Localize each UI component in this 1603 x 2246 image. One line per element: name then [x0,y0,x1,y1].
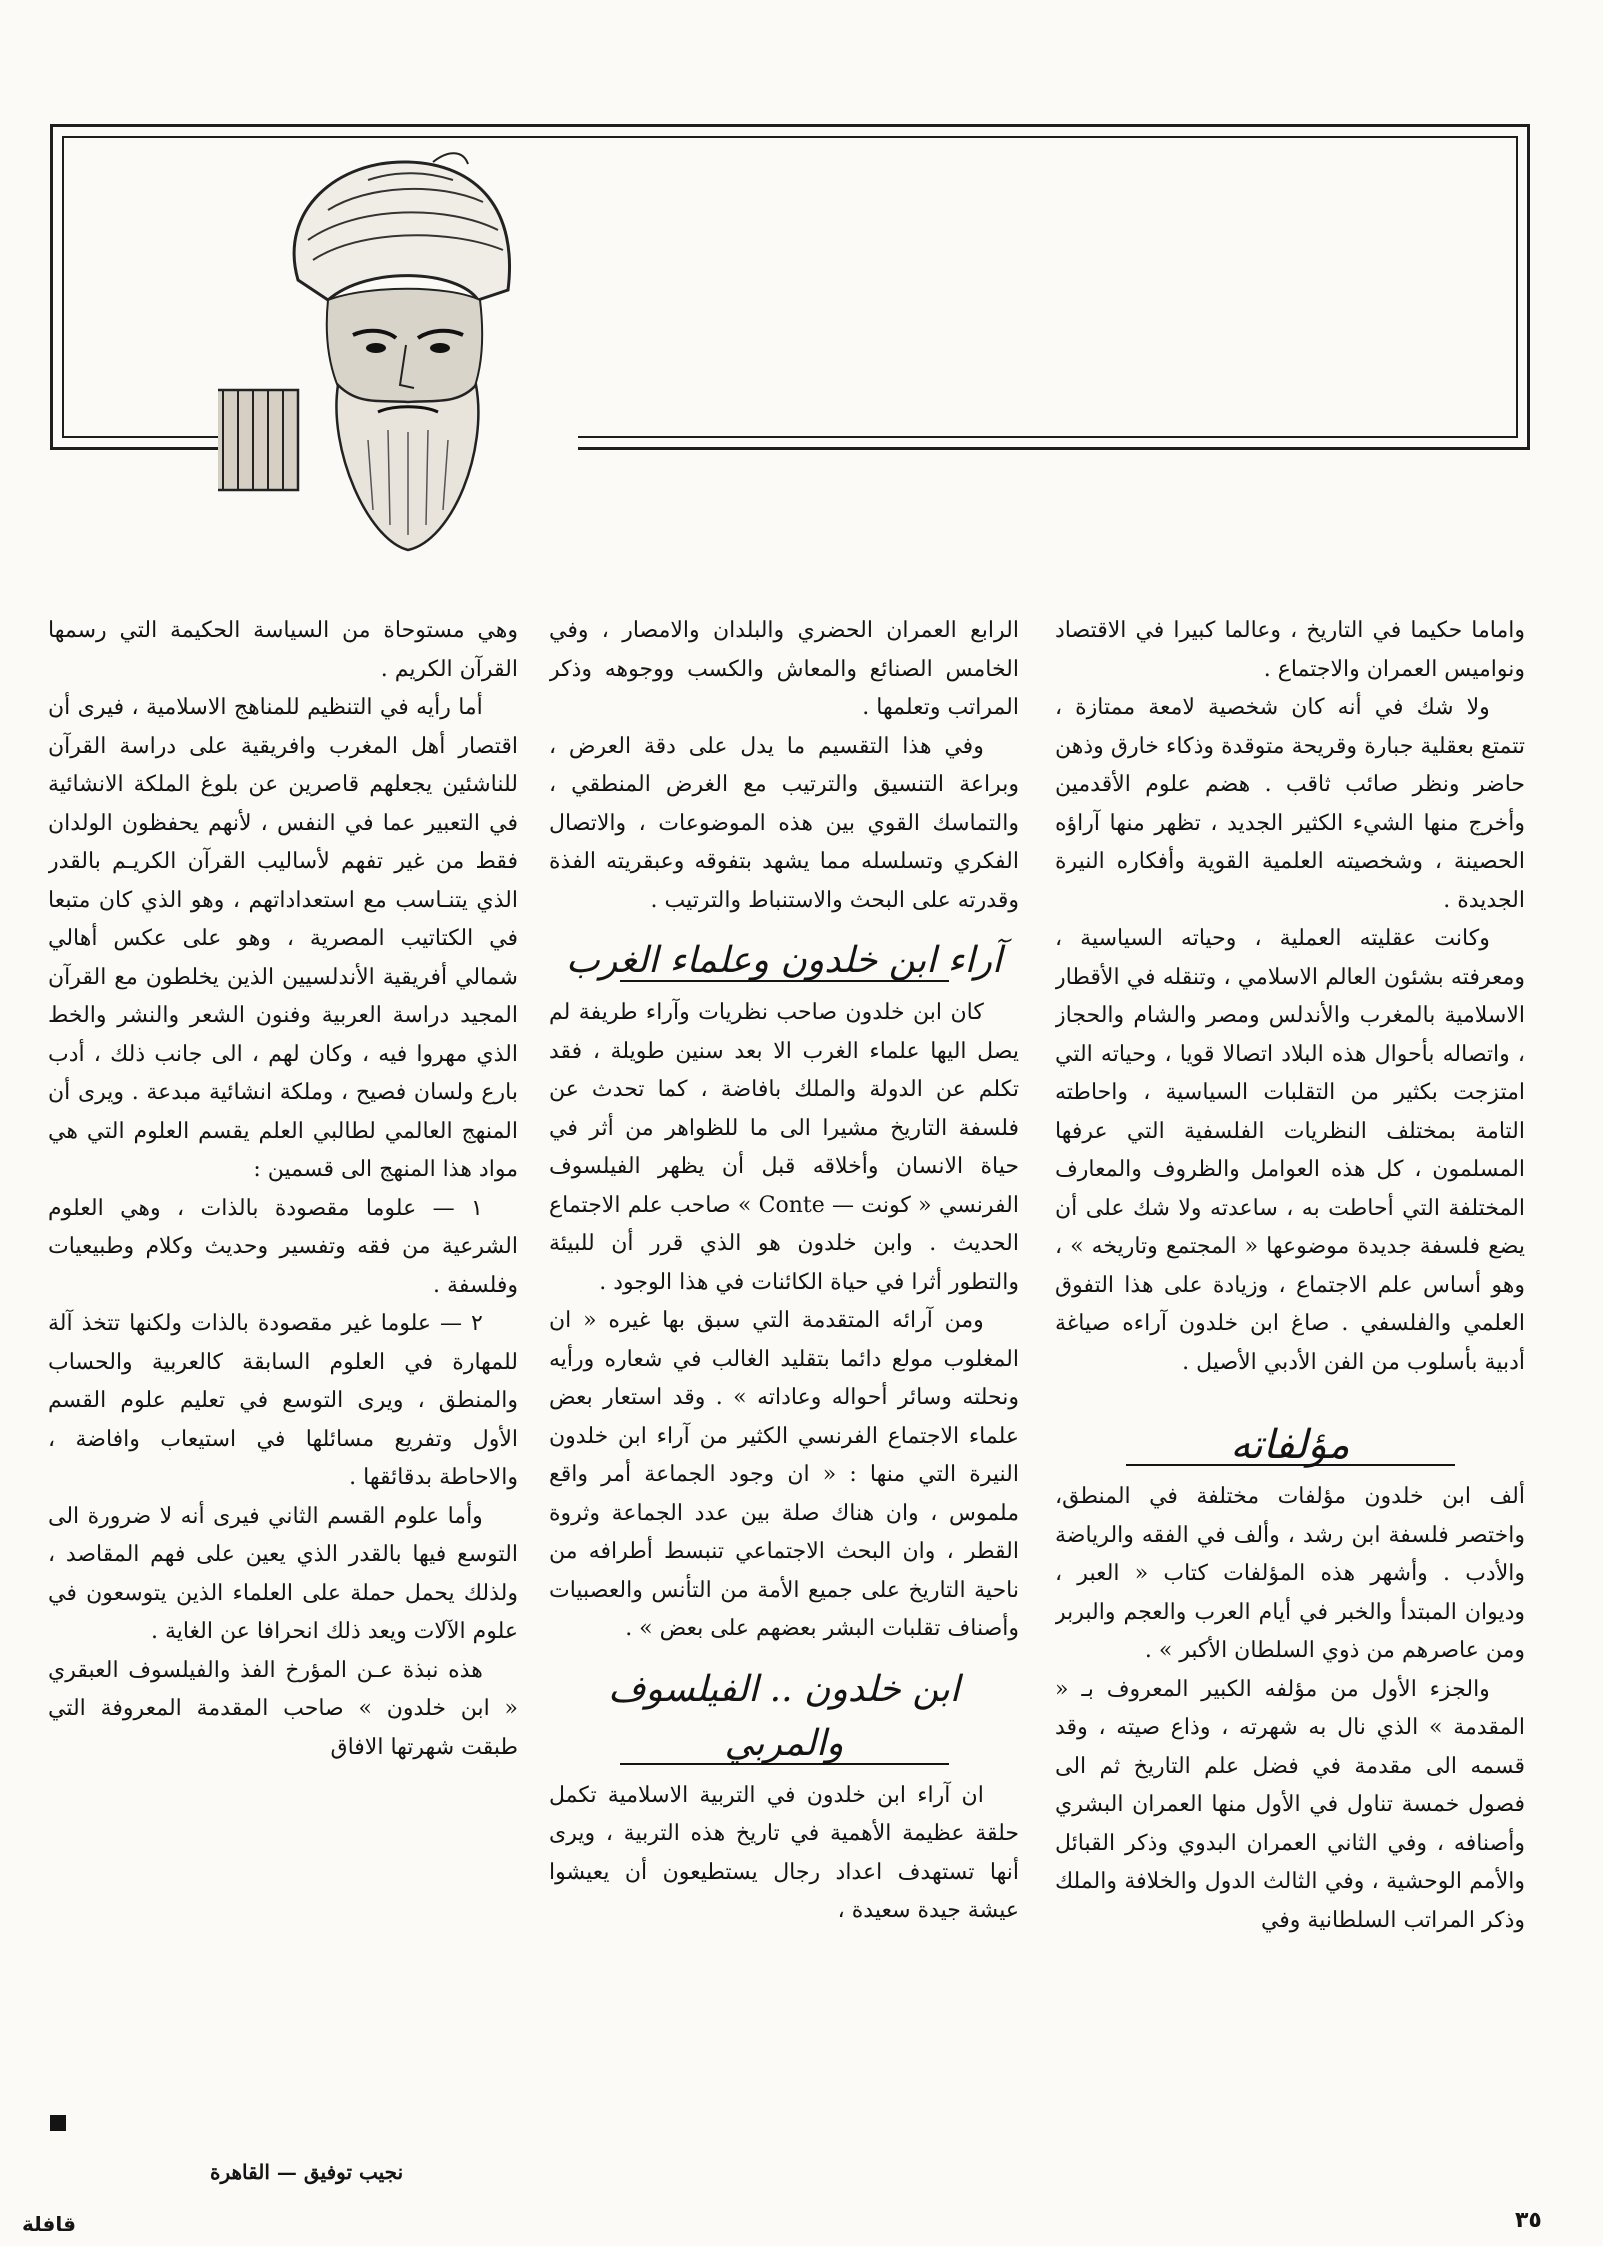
paragraph: واماما حكيما في التاريخ ، وعالما كبيرا في الاقتصاد ونواميس العمران والاجتماع . [1055,618,1525,682]
paragraph: ومن آرائه المتقدمة التي سبق بها غيره « ان المغلوب مولع دائما بتقليد الغالب في شعاره ورأيه ونحلته وسائر أحواله وعاداته » . وقد استعار بعض علماء الاجتماع الفرنسي الكثير من آراء ابن خلدون النيرة التي منها : « ان وجود الجماعة أمر واقع ملموس ، وان هناك صلة بين عدد الجماعة وثروة القطر ، وان البحث الاجتماعي تنبسط أطرافه من ناحية التاريخ على جميع الأمة من التأنس والعصبيات وأصناف تقلبات البشر بعضهم على بعض » . [549,1308,1019,1641]
paragraph: وكانت عقليته العملية ، وحياته السياسية ، ومعرفته بشئون العالم الاسلامي ، وتنقله في الأقطار الاسلامية بالمغرب والأندلس ومصر والشام والحجاز ، واتصاله بأحوال هذه البلاد اتصالا قويا ، وحياته التي امتزجت بكثير من التقلبات السياسية ، واحاطته التامة بمختلف النظريات الفلسفية التي عرفها المسلمون ، كل هذه العوامل والظروف والمعارف المختلفة التي أحاطت به ، ساعدته ولا شك على أن يضع فلسفة جديدة موضوعها « المجتمع وتاريخه » ، وهو أساس علم الاجتماع ، وزيادة على هذا التفوق العلمي والفلسفي . صاغ ابن خلدون آراءه صياغة أدبية بأسلوب من الفن الأدبي الأصيل . [1055,926,1525,1375]
page-number: ٣٥ [1515,2208,1542,2233]
author-signature: نجيب توفيق — القاهرة [210,2160,404,2184]
paragraph: كان ابن خلدون صاحب نظريات وآراء طريفة لم يصل اليها علماء الغرب الا بعد سنين طويلة ، فقد تكلم عن الدولة والملك بافاضة ، كما تحدث عن فلسفة التاريخ مشيرا الى ما للظواهر من أثر في حياة الانسان وأخلاقه قبل أن يظهر الفيلسوف الفرنسي « كونت — Conte » صاحب علم الاجتماع الحديث . وابن خلدون هو الذي قرر أن للبيئة والتطور أثرا في حياة الكائنات في هذا الوجود . [549,1000,1019,1295]
paragraph: والجزء الأول من مؤلفه الكبير المعروف بـ « المقدمة » الذي نال به شهرته ، وذاع صيته ، وقد قسمه الى مقدمة في فضل علم التاريخ ثم الى فصول خمسة تناول في الأول منها العمران البشري وأصنافه ، وفي الثاني العمران البدوي وذكر القبائل والأمم الوحشية ، وفي الثالث الدول والخلافة والملك وذكر المراتب السلطانية وفي [1055,1676,1525,1933]
section-heading-philosopher-educator: ابن خلدون .. الفيلسوف والمربي [608,1668,960,1764]
paragraph: وفي هذا التقسيم ما يدل على دقة العرض ، وبراعة التنسيق والترتيب مع الغرض المنطقي ، والتماسك القوي بين هذه الموضوعات ، والاتصال الفكري وتسلسله مما يشهد بتفوقه وعبقريته الفذة وقدرته على البحث والاستنباط والترتيب . [549,733,1019,913]
paragraph: ٢ — علوما غير مقصودة بالذات ولكنها تتخذ آلة للمهارة في العلوم السابقة كالعربية والحساب والمنطق ، ويرى التوسع في تعليم علوم القسم الأول وتفريع مسائلها في استيعاب وافاضة ، والاحاطة بدقائقها . [48,1311,518,1490]
section-heading-works: مؤلفاته [1055,1418,1525,1466]
paragraph: أما رأيه في التنظيم للمناهج الاسلامية ، فيرى أن اقتصار أهل المغرب وافريقية على دراسة القرآن للناشئين يجعلهم قاصرين عن بلوغ الملكة الانشائية في التعبير عما في النفس ، لأنهم يحفظون الولدان فقط من غير تفهم لأساليب القرآن الكريـم بالقدر الذي يتنـاسب مع استعداداتهم ، وهو الذي كان متبعا في الكتاتيب المصرية ، وهو على عكس أهالي شمالي أفريقية الأندلسيين الذين يخلطون مع القرآن المجيد دراسة العربية وفنون الشعر والنشر والخط الذي مهروا فيه ، وكان لهم ، الى جانب ذلك ، أدب بارع ولسان فصيح ، وملكة انشائية مبدعة . ويرى أن المنهج العالمي لطالبي العلم يقسم العلوم التي هي مواد هذا المنهج الى قسمين : [48,695,518,1182]
ibn-khaldun-portrait [218,150,578,560]
magazine-name: قافلة [22,2212,76,2236]
paragraph: ولا شك في أنه كان شخصية لامعة ممتازة ، تتمتع بعقلية جبارة وقريحة متوقدة وذكاء خارق وذهن حاضر ونظر صائب ثاقب . هضم علوم الأقدمين وأخرج منها الشيء الكثير الجديد ، تظهر منها آراؤه الحصينة ، وشخصيته العلمية القوية وأفكاره النيرة الجديدة . [1055,695,1525,913]
paragraph: هذه نبذة عـن المؤرخ الفذ والفيلسوف العبقري « ابن خلدون » صاحب المقدمة المعروفة التي طبقت شهرتها الافاق [48,1657,518,1760]
column-middle [549,612,1019,2172]
paragraph: ان آراء ابن خلدون في التربية الاسلامية تكمل حلقة عظيمة الأهمية في تاريخ هذه التربية ، ويرى أنها تستهدف اعداد رجال يستطيعون أن يعيشوا عيشة جيدة سعيدة ، [549,1782,1019,1923]
paragraph: وأما علوم القسم الثاني فيرى أنه لا ضرورة الى التوسع فيها بالقدر الذي يعين على فهم المقاصد ، ولذلك يحمل حملة على العلماء الذين يتوسعون في علوم الآلات ويعد ذلك انحرافا عن الغاية . [48,1503,518,1644]
paragraph: ١ — علوما مقصودة بالذات ، وهي العلوم الشرعية من فقه وتفسير وحديث وكلام وطبيعيات وفلسفة . [48,1195,518,1298]
end-of-article-mark [50,2115,66,2131]
paragraph: ألف ابن خلدون مؤلفات مختلفة في المنطق، واختصر فلسفة ابن رشد ، وألف في الفقه والرياضة والأدب . وأشهر هذه المؤلفات كتاب « العبر ، وديوان المبتدأ والخبر في أيام العرب والعجم والبربر ومن عاصرهم من ذوي السلطان الأكبر » . [1055,1484,1525,1663]
paragraph: الرابع العمران الحضري والبلدان والامصار ، وفي الخامس الصنائع والمعاش والكسب ووجوهه وذكر المراتب وتعلمها . [549,618,1019,720]
column-right [1055,612,1525,2172]
column-left [48,612,518,2172]
paragraph: وهي مستوحاة من السياسة الحكيمة التي رسمها القرآن الكريم . [48,618,518,682]
section-heading-western-scholars: آراء ابن خلدون وعلماء الغرب [566,940,1002,981]
